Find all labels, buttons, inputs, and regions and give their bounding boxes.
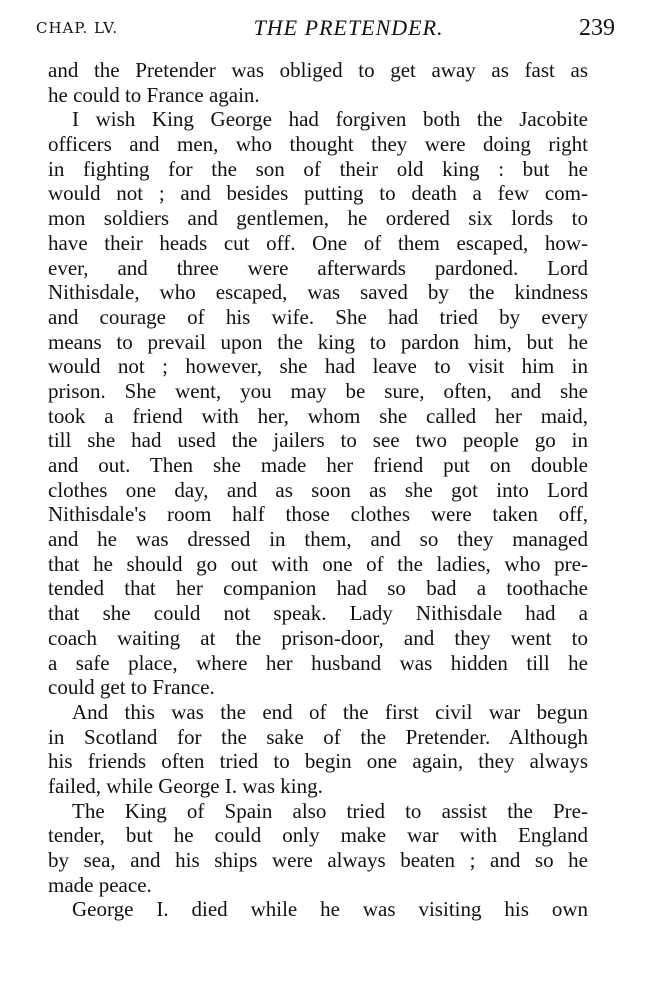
text-line: tender, but he could only make war with England [48,823,588,848]
text-line: Nithisdale, who escaped, was saved by the kindness [48,280,588,305]
text-line: he could to France again. [48,82,260,107]
text-line: in fighting for the son of their old king : but he [48,156,588,181]
text-line: till she had used the jailers to see two people go in [48,428,588,453]
body-text [48,58,588,922]
text-line: and the Pretender was obliged to get away as fast as [48,58,588,82]
text-line: coach waiting at the prison-door, and they went to [48,625,588,650]
text-line: And this was the end of the first civil war begun [72,699,588,724]
text-line: that she could not speak. Lady Nithisdale had a [48,601,588,626]
text-line: ever, and three were afterwards pardoned. Lord [48,255,588,280]
text-line: made peace. [48,872,152,897]
text-line: a safe place, where her husband was hidden till he [48,650,588,675]
text-line: mon soldiers and gentlemen, he ordered six lords to [48,206,588,231]
text-line: officers and men, who thought they were doing right [48,132,588,157]
text-line: prison. She went, you may be sure, often, and she [48,378,588,403]
text-line: clothes one day, and as soon as she got into Lord [48,477,588,502]
text-line: would not ; however, she had leave to visit him in [48,354,588,379]
page-number: 239 [578,14,615,41]
text-line: Nithisdale's room half those clothes were taken off, [48,502,588,527]
text-line: and he was dressed in them, and so they managed [48,527,588,552]
text-line: his friends often tried to begin one again, they always [48,749,588,774]
text-line: and courage of his wife. She had tried by every [48,304,588,329]
chapter-label: CHAP. LV. [36,19,119,37]
text-line: that he should go out with one of the ladies, who pre- [48,551,588,576]
text-line: failed, while George I. was king. [48,773,323,798]
text-line: means to prevail upon the king to pardon him, but he [48,329,588,354]
text-line: by sea, and his ships were always beaten ; and so he [48,848,588,872]
text-line: I wish King George had forgiven both the Jacobite [72,107,588,132]
text-line: took a friend with her, whom she called her maid, [48,403,588,428]
text-line: George I. died while he was visiting his own [72,897,588,922]
text-line: have their heads cut off. One of them escaped, how- [48,230,588,255]
text-line: in Scotland for the sake of the Pretender. Although [48,724,588,749]
text-line: tended that her companion had so bad a toothache [48,576,588,601]
running-title: THE PRETENDER. [253,15,444,40]
text-line: would not ; and besides putting to death a few com- [48,181,588,206]
text-line: and out. Then she made her friend put on double [48,453,588,477]
text-line: The King of Spain also tried to assist the Pre- [72,798,588,823]
running-header [36,10,615,46]
text-line: could get to France. [48,675,215,700]
